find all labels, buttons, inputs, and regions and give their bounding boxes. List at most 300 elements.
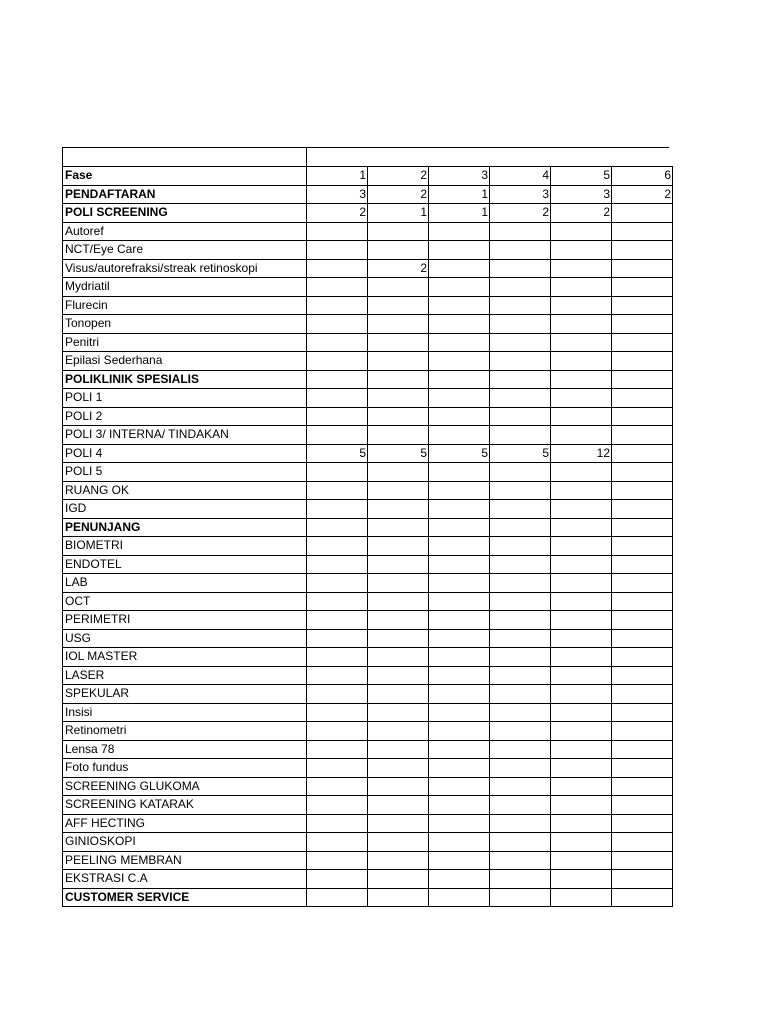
value-cell[interactable] bbox=[368, 278, 429, 297]
row-label-cell[interactable]: Insisi bbox=[63, 703, 307, 722]
value-cell[interactable] bbox=[612, 204, 673, 223]
value-cell[interactable] bbox=[612, 537, 673, 556]
table-row bbox=[63, 592, 673, 611]
value-cell[interactable] bbox=[429, 370, 490, 389]
value-cell[interactable] bbox=[612, 296, 673, 315]
row-label-cell[interactable]: IGD bbox=[63, 500, 307, 519]
value-cell[interactable] bbox=[307, 759, 368, 778]
row-label-cell[interactable]: SPEKULAR bbox=[63, 685, 307, 704]
value-cell[interactable] bbox=[307, 703, 368, 722]
value-cell[interactable] bbox=[612, 259, 673, 278]
value-cell[interactable] bbox=[368, 851, 429, 870]
value-cell[interactable] bbox=[612, 278, 673, 297]
value-cell[interactable] bbox=[368, 833, 429, 852]
value-cell[interactable] bbox=[551, 481, 612, 500]
value-cell[interactable] bbox=[551, 648, 612, 667]
value-cell[interactable] bbox=[429, 518, 490, 537]
value-cell[interactable] bbox=[429, 611, 490, 630]
value-cell[interactable] bbox=[368, 888, 429, 907]
value-cell[interactable] bbox=[368, 703, 429, 722]
value-cell[interactable] bbox=[429, 259, 490, 278]
value-cell[interactable] bbox=[612, 870, 673, 889]
value-cell[interactable] bbox=[551, 851, 612, 870]
value-cell[interactable] bbox=[490, 315, 551, 334]
value-cell[interactable] bbox=[429, 592, 490, 611]
value-cell[interactable] bbox=[307, 555, 368, 574]
value-cell[interactable] bbox=[307, 648, 368, 667]
value-cell[interactable] bbox=[612, 722, 673, 741]
value-cell[interactable] bbox=[307, 278, 368, 297]
value-cell[interactable] bbox=[368, 518, 429, 537]
value-cell[interactable] bbox=[612, 444, 673, 463]
value-cell[interactable] bbox=[551, 574, 612, 593]
value-cell[interactable] bbox=[551, 352, 612, 371]
value-cell[interactable] bbox=[368, 333, 429, 352]
value-cell[interactable] bbox=[368, 500, 429, 519]
value-cell[interactable] bbox=[307, 611, 368, 630]
value-cell[interactable] bbox=[368, 481, 429, 500]
value-cell[interactable] bbox=[490, 518, 551, 537]
value-cell[interactable] bbox=[490, 722, 551, 741]
value-cell[interactable] bbox=[612, 555, 673, 574]
value-cell[interactable] bbox=[307, 888, 368, 907]
value-cell[interactable] bbox=[490, 278, 551, 297]
value-cell[interactable] bbox=[429, 426, 490, 445]
value-cell[interactable]: 1 bbox=[368, 204, 429, 223]
value-cell[interactable] bbox=[368, 629, 429, 648]
value-cell[interactable] bbox=[490, 611, 551, 630]
row-label-cell[interactable]: EKSTRASI C.A bbox=[63, 870, 307, 889]
value-cell[interactable] bbox=[612, 629, 673, 648]
value-cell[interactable] bbox=[307, 833, 368, 852]
value-cell[interactable] bbox=[490, 574, 551, 593]
value-cell[interactable] bbox=[612, 241, 673, 260]
table-row bbox=[63, 167, 673, 186]
value-cell[interactable] bbox=[307, 315, 368, 334]
value-cell[interactable] bbox=[551, 777, 612, 796]
row-label-cell[interactable]: Lensa 78 bbox=[63, 740, 307, 759]
row-label-cell[interactable]: Visus/autorefraksi/streak retinoskopi bbox=[63, 259, 307, 278]
value-cell[interactable] bbox=[307, 259, 368, 278]
value-cell[interactable] bbox=[490, 296, 551, 315]
table-row bbox=[63, 611, 673, 630]
value-cell[interactable] bbox=[551, 555, 612, 574]
value-cell[interactable]: 2 bbox=[551, 204, 612, 223]
row-label-cell[interactable]: POLI SCREENING bbox=[63, 204, 307, 223]
value-cell[interactable] bbox=[612, 888, 673, 907]
value-cell[interactable] bbox=[612, 666, 673, 685]
value-cell[interactable] bbox=[612, 481, 673, 500]
value-cell[interactable] bbox=[307, 592, 368, 611]
value-cell[interactable] bbox=[368, 740, 429, 759]
row-label-cell[interactable]: RUANG OK bbox=[63, 481, 307, 500]
value-cell[interactable] bbox=[429, 481, 490, 500]
value-cell[interactable] bbox=[612, 814, 673, 833]
row-label-cell[interactable]: PENUNJANG bbox=[63, 518, 307, 537]
value-cell[interactable] bbox=[490, 814, 551, 833]
value-cell[interactable] bbox=[612, 500, 673, 519]
value-cell[interactable] bbox=[307, 814, 368, 833]
value-cell[interactable]: 4 bbox=[490, 167, 551, 186]
value-cell[interactable] bbox=[307, 333, 368, 352]
value-cell[interactable] bbox=[429, 666, 490, 685]
value-cell[interactable] bbox=[551, 500, 612, 519]
row-label-cell[interactable]: BIOMETRI bbox=[63, 537, 307, 556]
value-cell[interactable] bbox=[368, 777, 429, 796]
value-cell[interactable] bbox=[551, 666, 612, 685]
value-cell[interactable] bbox=[429, 333, 490, 352]
value-cell[interactable] bbox=[490, 685, 551, 704]
row-label-cell[interactable]: SCREENING GLUKOMA bbox=[63, 777, 307, 796]
row-label-cell[interactable]: PEELING MEMBRAN bbox=[63, 851, 307, 870]
value-cell[interactable] bbox=[612, 333, 673, 352]
value-cell[interactable] bbox=[551, 814, 612, 833]
row-label-cell[interactable]: Penitri bbox=[63, 333, 307, 352]
value-cell[interactable] bbox=[551, 592, 612, 611]
value-cell[interactable] bbox=[551, 463, 612, 482]
value-cell[interactable] bbox=[307, 666, 368, 685]
value-cell[interactable]: 1 bbox=[429, 204, 490, 223]
value-cell[interactable] bbox=[612, 315, 673, 334]
value-cell[interactable] bbox=[368, 574, 429, 593]
value-cell[interactable] bbox=[368, 463, 429, 482]
table-row bbox=[63, 222, 673, 241]
table-row bbox=[63, 518, 673, 537]
value-cell[interactable]: 2 bbox=[490, 204, 551, 223]
value-cell[interactable] bbox=[490, 537, 551, 556]
value-cell[interactable] bbox=[307, 685, 368, 704]
value-cell[interactable]: 5 bbox=[551, 167, 612, 186]
value-cell[interactable] bbox=[368, 389, 429, 408]
row-label-cell[interactable]: Flurecin bbox=[63, 296, 307, 315]
value-cell[interactable] bbox=[551, 888, 612, 907]
value-cell[interactable] bbox=[429, 296, 490, 315]
row-label-cell[interactable]: Tonopen bbox=[63, 315, 307, 334]
value-cell[interactable] bbox=[612, 574, 673, 593]
row-label-cell[interactable]: LASER bbox=[63, 666, 307, 685]
value-cell[interactable] bbox=[490, 870, 551, 889]
value-cell[interactable] bbox=[429, 278, 490, 297]
table-row bbox=[63, 204, 673, 223]
value-cell[interactable] bbox=[612, 833, 673, 852]
value-cell[interactable] bbox=[551, 611, 612, 630]
row-label-cell[interactable]: SCREENING KATARAK bbox=[63, 796, 307, 815]
value-cell[interactable] bbox=[490, 629, 551, 648]
value-cell[interactable] bbox=[551, 759, 612, 778]
value-cell[interactable] bbox=[490, 555, 551, 574]
row-label-cell[interactable]: NCT/Eye Care bbox=[63, 241, 307, 260]
row-label-cell[interactable]: Mydriatil bbox=[63, 278, 307, 297]
value-cell[interactable] bbox=[368, 315, 429, 334]
value-cell[interactable] bbox=[368, 870, 429, 889]
value-cell[interactable] bbox=[429, 407, 490, 426]
value-cell[interactable] bbox=[551, 722, 612, 741]
value-cell[interactable] bbox=[490, 333, 551, 352]
value-cell[interactable] bbox=[368, 370, 429, 389]
value-cell[interactable] bbox=[307, 241, 368, 260]
value-cell[interactable] bbox=[307, 629, 368, 648]
value-cell[interactable] bbox=[551, 537, 612, 556]
row-label-cell[interactable]: Retinometri bbox=[63, 722, 307, 741]
value-cell[interactable] bbox=[490, 481, 551, 500]
row-label-cell[interactable]: Epilasi Sederhana bbox=[63, 352, 307, 371]
value-cell[interactable] bbox=[307, 722, 368, 741]
value-cell[interactable] bbox=[551, 241, 612, 260]
value-cell[interactable]: 5 bbox=[490, 444, 551, 463]
value-cell[interactable] bbox=[551, 629, 612, 648]
value-cell[interactable]: 2 bbox=[307, 204, 368, 223]
value-cell[interactable]: 1 bbox=[429, 185, 490, 204]
value-cell[interactable] bbox=[490, 241, 551, 260]
table-row bbox=[63, 888, 673, 907]
value-cell[interactable] bbox=[612, 389, 673, 408]
value-cell[interactable]: 5 bbox=[429, 444, 490, 463]
row-label-cell[interactable]: LAB bbox=[63, 574, 307, 593]
value-cell[interactable] bbox=[551, 296, 612, 315]
value-cell[interactable]: 2 bbox=[368, 167, 429, 186]
value-cell[interactable] bbox=[551, 685, 612, 704]
value-cell[interactable] bbox=[490, 500, 551, 519]
value-cell[interactable] bbox=[612, 426, 673, 445]
row-label-cell[interactable]: Fase bbox=[63, 167, 307, 186]
value-cell[interactable] bbox=[429, 500, 490, 519]
value-cell[interactable] bbox=[490, 648, 551, 667]
value-cell[interactable] bbox=[307, 463, 368, 482]
value-cell[interactable] bbox=[551, 518, 612, 537]
value-cell[interactable] bbox=[612, 463, 673, 482]
row-label-cell[interactable]: POLIKLINIK SPESIALIS bbox=[63, 370, 307, 389]
table-row bbox=[63, 722, 673, 741]
value-cell[interactable] bbox=[368, 611, 429, 630]
value-cell[interactable] bbox=[490, 888, 551, 907]
value-cell[interactable] bbox=[307, 574, 368, 593]
value-cell[interactable] bbox=[429, 222, 490, 241]
value-cell[interactable] bbox=[368, 222, 429, 241]
value-cell[interactable] bbox=[307, 407, 368, 426]
value-cell[interactable] bbox=[429, 796, 490, 815]
value-cell[interactable] bbox=[612, 685, 673, 704]
row-label-cell[interactable]: ENDOTEL bbox=[63, 555, 307, 574]
value-cell[interactable] bbox=[490, 426, 551, 445]
value-cell[interactable] bbox=[307, 426, 368, 445]
value-cell[interactable] bbox=[368, 722, 429, 741]
value-cell[interactable] bbox=[551, 333, 612, 352]
value-cell[interactable] bbox=[490, 370, 551, 389]
row-label-cell[interactable]: CUSTOMER SERVICE bbox=[63, 888, 307, 907]
row-label-cell[interactable]: Autoref bbox=[63, 222, 307, 241]
value-cell[interactable] bbox=[368, 555, 429, 574]
table-row bbox=[63, 259, 673, 278]
row-label-cell[interactable]: PENDAFTARAN bbox=[63, 185, 307, 204]
value-cell[interactable] bbox=[612, 407, 673, 426]
value-cell[interactable]: 12 bbox=[551, 444, 612, 463]
table-row bbox=[63, 759, 673, 778]
value-cell[interactable] bbox=[551, 389, 612, 408]
row-label-cell[interactable]: POLI 1 bbox=[63, 389, 307, 408]
value-cell[interactable] bbox=[368, 426, 429, 445]
value-cell[interactable] bbox=[429, 629, 490, 648]
value-cell[interactable] bbox=[368, 352, 429, 371]
value-cell[interactable] bbox=[490, 796, 551, 815]
table-row bbox=[63, 444, 673, 463]
value-cell[interactable] bbox=[551, 796, 612, 815]
value-cell[interactable] bbox=[429, 870, 490, 889]
row-label-cell[interactable]: POLI 2 bbox=[63, 407, 307, 426]
value-cell[interactable] bbox=[612, 703, 673, 722]
value-cell[interactable] bbox=[612, 518, 673, 537]
value-cell[interactable]: 2 bbox=[612, 185, 673, 204]
value-cell[interactable] bbox=[490, 352, 551, 371]
value-cell[interactable] bbox=[429, 463, 490, 482]
value-cell[interactable] bbox=[490, 703, 551, 722]
value-cell[interactable] bbox=[307, 740, 368, 759]
value-cell[interactable] bbox=[368, 685, 429, 704]
value-cell[interactable] bbox=[551, 370, 612, 389]
value-cell[interactable] bbox=[551, 259, 612, 278]
value-cell[interactable]: 2 bbox=[368, 259, 429, 278]
value-cell[interactable] bbox=[429, 777, 490, 796]
value-cell[interactable]: 1 bbox=[307, 167, 368, 186]
value-cell[interactable]: 3 bbox=[429, 167, 490, 186]
value-cell[interactable] bbox=[551, 222, 612, 241]
value-cell[interactable] bbox=[429, 389, 490, 408]
value-cell[interactable] bbox=[307, 870, 368, 889]
value-cell[interactable] bbox=[612, 592, 673, 611]
value-cell[interactable] bbox=[307, 296, 368, 315]
row-label-cell[interactable]: POLI 4 bbox=[63, 444, 307, 463]
value-cell[interactable] bbox=[368, 407, 429, 426]
value-cell[interactable] bbox=[368, 796, 429, 815]
value-cell[interactable] bbox=[307, 518, 368, 537]
value-cell[interactable] bbox=[429, 851, 490, 870]
value-cell[interactable] bbox=[429, 241, 490, 260]
value-cell[interactable] bbox=[307, 500, 368, 519]
table-row bbox=[63, 796, 673, 815]
value-cell[interactable] bbox=[368, 241, 429, 260]
table-row bbox=[63, 463, 673, 482]
value-cell[interactable]: 3 bbox=[551, 185, 612, 204]
value-cell[interactable] bbox=[368, 537, 429, 556]
row-label-cell[interactable]: Foto fundus bbox=[63, 759, 307, 778]
value-cell[interactable] bbox=[551, 315, 612, 334]
value-cell[interactable] bbox=[368, 814, 429, 833]
value-cell[interactable] bbox=[429, 703, 490, 722]
value-cell[interactable] bbox=[490, 759, 551, 778]
table-row bbox=[63, 777, 673, 796]
value-cell[interactable] bbox=[307, 851, 368, 870]
value-cell[interactable] bbox=[490, 592, 551, 611]
value-cell[interactable] bbox=[612, 352, 673, 371]
value-cell[interactable] bbox=[429, 759, 490, 778]
value-cell[interactable] bbox=[307, 537, 368, 556]
value-cell[interactable] bbox=[429, 722, 490, 741]
value-cell[interactable] bbox=[612, 648, 673, 667]
value-cell[interactable] bbox=[612, 851, 673, 870]
value-cell[interactable] bbox=[612, 796, 673, 815]
row-label-cell[interactable]: OCT bbox=[63, 592, 307, 611]
value-cell[interactable] bbox=[307, 796, 368, 815]
value-cell[interactable] bbox=[429, 740, 490, 759]
value-cell[interactable] bbox=[490, 740, 551, 759]
value-cell[interactable] bbox=[490, 222, 551, 241]
value-cell[interactable] bbox=[490, 389, 551, 408]
value-cell[interactable] bbox=[307, 389, 368, 408]
value-cell[interactable] bbox=[429, 888, 490, 907]
value-cell[interactable] bbox=[612, 370, 673, 389]
value-cell[interactable] bbox=[612, 611, 673, 630]
row-label-cell[interactable]: POLI 3/ INTERNA/ TINDAKAN bbox=[63, 426, 307, 445]
value-cell[interactable] bbox=[368, 592, 429, 611]
table-row bbox=[63, 740, 673, 759]
value-cell[interactable] bbox=[429, 352, 490, 371]
table-row bbox=[63, 352, 673, 371]
value-cell[interactable] bbox=[368, 296, 429, 315]
value-cell[interactable] bbox=[490, 833, 551, 852]
value-cell[interactable]: 5 bbox=[307, 444, 368, 463]
value-cell[interactable] bbox=[368, 666, 429, 685]
value-cell[interactable] bbox=[490, 851, 551, 870]
value-cell[interactable] bbox=[551, 407, 612, 426]
value-cell[interactable] bbox=[429, 833, 490, 852]
value-cell[interactable] bbox=[551, 703, 612, 722]
table-row bbox=[63, 555, 673, 574]
value-cell[interactable] bbox=[429, 685, 490, 704]
row-label-cell[interactable]: IOL MASTER bbox=[63, 648, 307, 667]
value-cell[interactable] bbox=[551, 426, 612, 445]
value-cell[interactable] bbox=[551, 278, 612, 297]
value-cell[interactable] bbox=[307, 352, 368, 371]
value-cell[interactable] bbox=[429, 574, 490, 593]
value-cell[interactable] bbox=[612, 740, 673, 759]
value-cell[interactable]: 3 bbox=[307, 185, 368, 204]
value-cell[interactable] bbox=[551, 833, 612, 852]
row-label-cell[interactable]: USG bbox=[63, 629, 307, 648]
value-cell[interactable] bbox=[490, 463, 551, 482]
value-cell[interactable] bbox=[612, 777, 673, 796]
value-cell[interactable] bbox=[307, 370, 368, 389]
value-cell[interactable] bbox=[612, 222, 673, 241]
value-cell[interactable] bbox=[551, 870, 612, 889]
value-cell[interactable] bbox=[307, 222, 368, 241]
value-cell[interactable] bbox=[307, 481, 368, 500]
value-cell[interactable] bbox=[429, 315, 490, 334]
value-cell[interactable]: 2 bbox=[368, 185, 429, 204]
row-label-cell[interactable]: GINIOSKOPI bbox=[63, 833, 307, 852]
schedule-table bbox=[62, 166, 673, 907]
value-cell[interactable] bbox=[429, 814, 490, 833]
value-cell[interactable] bbox=[490, 777, 551, 796]
value-cell[interactable]: 5 bbox=[368, 444, 429, 463]
table-row bbox=[63, 537, 673, 556]
value-cell[interactable] bbox=[429, 555, 490, 574]
value-cell[interactable] bbox=[307, 777, 368, 796]
value-cell[interactable] bbox=[551, 740, 612, 759]
value-cell[interactable] bbox=[429, 648, 490, 667]
value-cell[interactable] bbox=[368, 759, 429, 778]
row-label-cell[interactable]: PERIMETRI bbox=[63, 611, 307, 630]
table-row bbox=[63, 851, 673, 870]
value-cell[interactable] bbox=[490, 407, 551, 426]
row-label-cell[interactable]: AFF HECTING bbox=[63, 814, 307, 833]
value-cell[interactable] bbox=[490, 259, 551, 278]
value-cell[interactable]: 6 bbox=[612, 167, 673, 186]
value-cell[interactable] bbox=[612, 759, 673, 778]
value-cell[interactable] bbox=[490, 666, 551, 685]
row-label-cell[interactable]: POLI 5 bbox=[63, 463, 307, 482]
value-cell[interactable]: 3 bbox=[490, 185, 551, 204]
value-cell[interactable] bbox=[368, 648, 429, 667]
value-cell[interactable] bbox=[429, 537, 490, 556]
